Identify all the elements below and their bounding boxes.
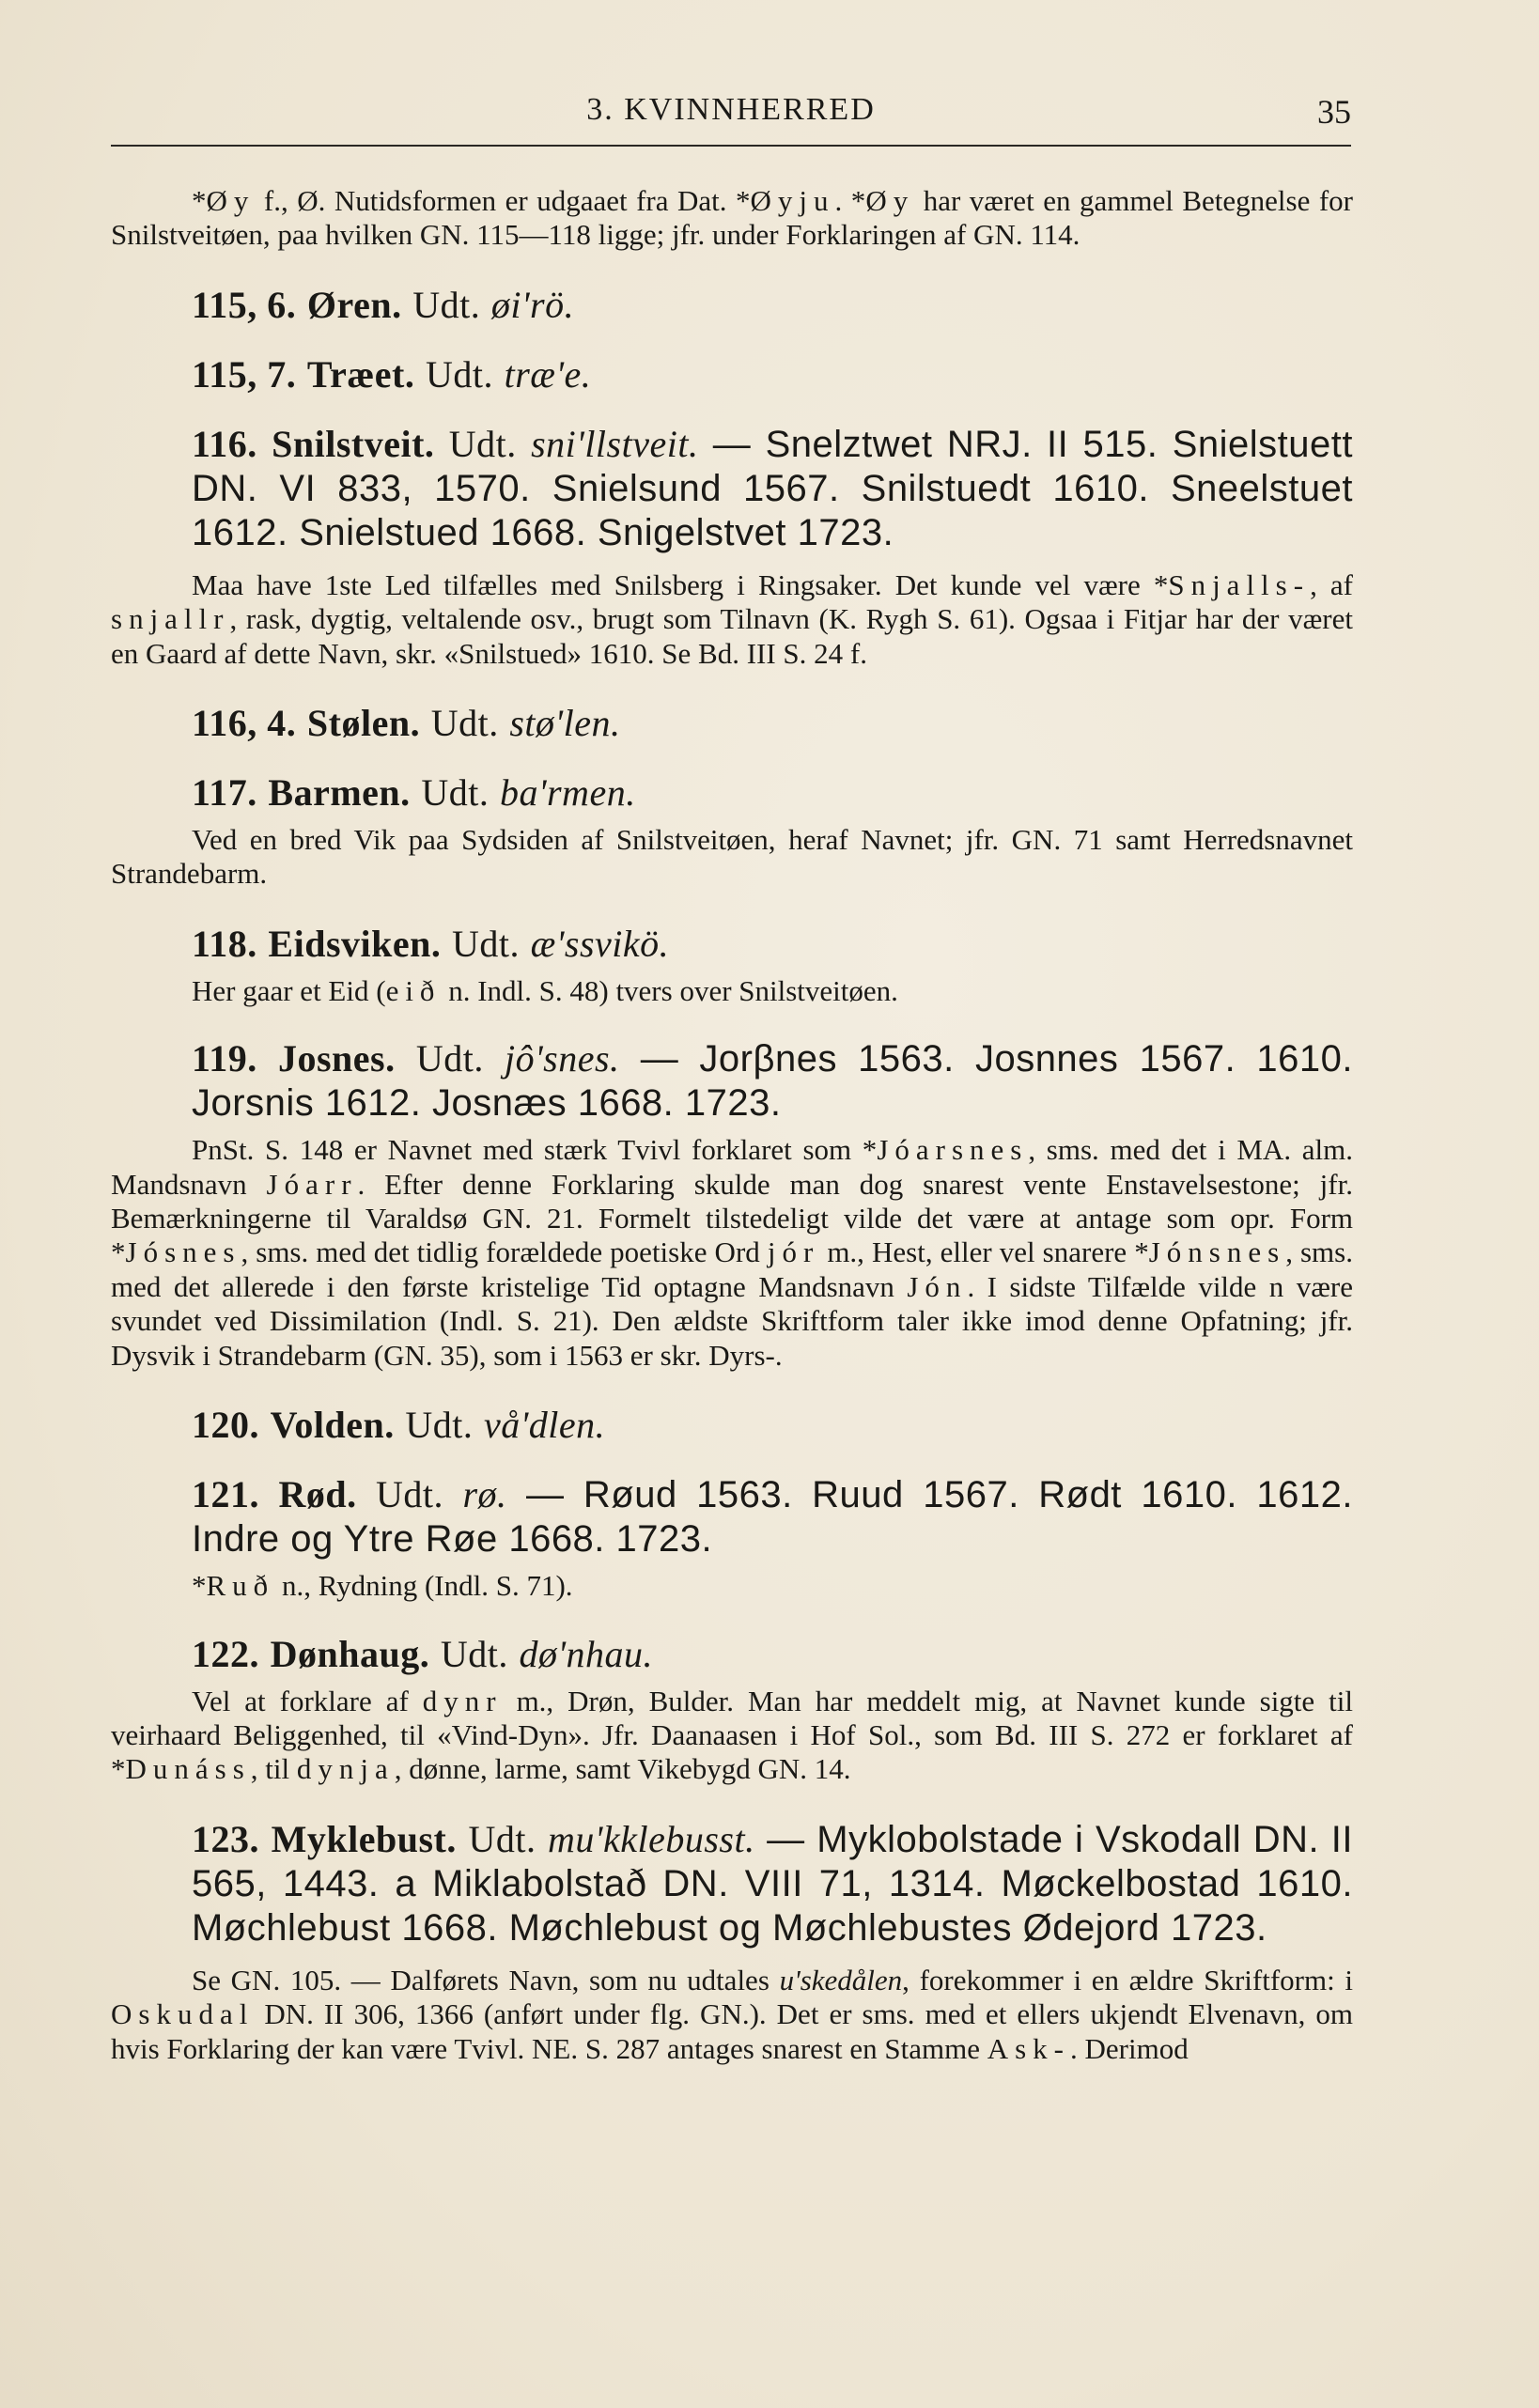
entry-name: Snilstveit. <box>272 422 435 465</box>
entry-118 <box>111 922 1353 967</box>
text-run: * <box>192 1569 207 1603</box>
entry-number: 118. <box>192 922 257 965</box>
spaced-term: eið <box>385 973 442 1007</box>
spaced-term: Øyju <box>750 184 835 217</box>
text-run: PnSt. S. 148 er Navnet med stærk Tvivl forklaret som * <box>192 1133 878 1167</box>
entry-number: 122. <box>192 1632 259 1675</box>
entry-115-6 <box>111 283 1353 328</box>
paragraph <box>111 1685 1353 1787</box>
entry-name: Træet. <box>306 352 415 396</box>
text-run: Ved en bred Vik paa Sydsiden af Snilstveitøen, heraf Navnet; jfr. GN. 71 samt Herredsnavnet Strandebarm. <box>111 823 1353 891</box>
pronunciation: øi'rö. <box>490 283 575 326</box>
paragraph <box>111 1133 1353 1373</box>
entry-number: 116. <box>192 422 257 465</box>
pronunciation: stø'len. <box>509 702 621 745</box>
text-run: , sms. med det i MA. alm. Mandsnavn <box>111 1133 1353 1201</box>
entry-117 <box>111 770 1353 816</box>
running-header <box>111 92 1351 139</box>
text-run: . Efter denne Forklaring skulde man dog snarest vente Enstavelsestone; jfr. Bemærkningerne til Varaldsø GN. 21. Formelt tilstedeligt vilde det være at antage som opr. Form * <box>111 1167 1353 1269</box>
paragraph <box>111 823 1353 892</box>
page-number: 35 <box>1317 93 1351 131</box>
page-body <box>111 184 1353 2066</box>
spaced-term: Jóarsnes <box>877 1133 1029 1167</box>
spaced-term: Jósnes <box>125 1235 241 1269</box>
text-run: Her gaar et Eid ( <box>192 973 386 1007</box>
historical-forms: — Snelztwet NRJ. II 515. Snielstuett DN. VI 833, 1570. Snielsund 1567. Snilstuedt 1610. Sneelstuet 1612. Snielstued 1668. Snigelstvet 1723. <box>192 423 1354 553</box>
udt-label: Udt. <box>452 922 521 965</box>
historical-forms: — Røud 1563. Ruud 1567. Rødt 1610. 1612. Indre og Ytre Røe 1668. 1723. <box>192 1474 1353 1561</box>
spaced-term: snjallr <box>111 602 230 636</box>
entry-name: Stølen. <box>306 702 421 745</box>
entry-115-7 <box>111 352 1353 397</box>
entry-name: Barmen. <box>268 771 411 815</box>
text-run: , sms. med det allerede i den første kristelige Tid optagne Mandsnavn <box>111 1235 1353 1303</box>
udt-label: Udt. <box>468 1817 536 1860</box>
text-run: , forekommer i en ældre Skriftform: i <box>902 1963 1353 1996</box>
entry-120 <box>111 1403 1353 1448</box>
entry-name: Eidsviken. <box>268 922 442 965</box>
paragraph <box>111 184 1353 253</box>
text-run: . I sidste Tilfælde vilde n være svundet ved Dissimilation (Indl. S. 21). Den ældste Skriftform taler ikke imod denne Opfatning; jfr. Dysvik i Strandebarm (GN. 35), som i 1563 er skr. Dyrs-. <box>111 1269 1353 1372</box>
paragraph <box>111 1569 1353 1603</box>
text-run: * <box>192 184 207 217</box>
header-rule <box>111 145 1351 147</box>
entry-116-4 <box>111 701 1353 746</box>
spaced-term: Øy <box>865 184 915 217</box>
spaced-term: Jónsnes <box>1148 1235 1286 1269</box>
spaced-term: jór <box>767 1235 820 1269</box>
udt-label: Udt. <box>405 1404 474 1447</box>
udt-label: Udt. <box>412 283 481 326</box>
spaced-term: Snjalls- <box>1168 567 1311 601</box>
udt-label: Udt. <box>440 1632 508 1675</box>
text-run: . * <box>834 184 866 217</box>
entry-name: Dønhaug. <box>270 1632 430 1675</box>
text-run: n. Indl. S. 48) tvers over Snilstveitøen. <box>441 973 898 1007</box>
udt-label: Udt. <box>415 1037 484 1080</box>
pronunciation: træ'e. <box>504 352 592 396</box>
text-run: Se GN. 105. — Dalførets Navn, som nu udtales <box>192 1963 780 1996</box>
text-run: . Derimod <box>1070 2031 1189 2065</box>
entry-name: Josnes. <box>277 1037 396 1080</box>
entry-number: 117. <box>192 771 257 815</box>
spaced-term: Jóarr <box>266 1167 358 1201</box>
udt-label: Udt. <box>425 352 493 396</box>
entry-name: Myklebust. <box>271 1817 457 1860</box>
text-run: Vel at forklare af <box>192 1684 423 1717</box>
chapter-title: 3. KVINNHERRED <box>586 92 876 127</box>
paragraph <box>111 1964 1353 2066</box>
text-run: , rask, dygtig, veltalende osv., brugt som Tilnavn (K. Rygh S. 61). Ogsaa i Fitjar har der været en Gaard af dette Navn, skr. «Snilstued» 1610. Se Bd. III S. 24 f. <box>111 602 1353 670</box>
text-run: Maa have 1ste Led tilfælles med Snilsberg i Ringsaker. Det kunde vel være * <box>192 567 1169 601</box>
pronunciation: vå'dlen. <box>483 1404 606 1447</box>
pronunciation: jô'snes. <box>505 1037 620 1080</box>
spaced-term: Øy <box>206 184 256 217</box>
pronunciation: dø'nhau. <box>519 1632 654 1675</box>
text-run: , dønne, larme, samt Vikebygd GN. 14. <box>394 1752 851 1786</box>
spaced-term: Ask- <box>987 2031 1070 2065</box>
text-run: m., Hest, eller vel snarere * <box>819 1235 1149 1269</box>
pronunciation: mu'kklebusst. <box>548 1817 755 1860</box>
text-run: , sms. med det tidlig forældede poetiske Ord <box>241 1235 768 1269</box>
text-run: m., Drøn, Bulder. Man har meddelt mig, at Navnet kunde sigte til veirhaard Beliggenhed, til «Vind-Dyn». Jfr. Daanaasen i Hof Sol., som Bd. III S. 272 er forklaret af * <box>111 1684 1353 1786</box>
entry-name: Volden. <box>270 1404 395 1447</box>
pronunciation: rø. <box>462 1473 507 1516</box>
spaced-term: dynja <box>296 1752 395 1786</box>
text-run: f., Ø. Nutidsformen er udgaaet fra Dat. * <box>255 184 751 217</box>
udt-label: Udt. <box>448 422 517 465</box>
historical-forms: — Jorβnes 1563. Josnnes 1567. 1610. Jorsnis 1612. Josnæs 1668. 1723. <box>192 1038 1353 1125</box>
paragraph <box>111 974 1353 1008</box>
entry-name: Rød. <box>278 1473 357 1516</box>
pronunciation: æ'ssvikö. <box>530 922 670 965</box>
text-run: n., Rydning (Indl. S. 71). <box>274 1569 573 1603</box>
spaced-term: dynr <box>422 1684 503 1717</box>
text-run: , af <box>1310 567 1353 601</box>
spaced-term: Dunáss <box>125 1752 251 1786</box>
spaced-term: Jón <box>907 1269 968 1303</box>
paragraph <box>111 568 1353 671</box>
entry-122 <box>111 1632 1353 1677</box>
pronunciation: ba'rmen. <box>499 771 636 815</box>
entry-116 <box>111 422 1353 555</box>
entry-number: 115, 6. <box>192 283 297 326</box>
spaced-term: Oskudal <box>111 1997 255 2031</box>
pronunciation: sni'llstveit. <box>531 422 699 465</box>
entry-name: Øren. <box>306 283 402 326</box>
udt-label: Udt. <box>376 1473 444 1516</box>
text-run: , til <box>250 1752 297 1786</box>
entry-123 <box>111 1817 1353 1950</box>
entry-number: 121. <box>192 1473 259 1516</box>
udt-label: Udt. <box>421 771 490 815</box>
historical-forms: — Myklobolstade i Vskodall DN. II 565, 1443. a Miklabolstað DN. VIII 71, 1314. Møckelbostad 1610. Møchlebust 1668. Møchlebust og Møchlebustes Ødejord 1723. <box>192 1818 1353 1949</box>
text-run: har været en gammel Betegnelse for Snilstveitøen, paa hvilken GN. 115—118 ligge; jfr. under Forklaringen af GN. 114. <box>111 184 1353 252</box>
entry-number: 119. <box>192 1037 257 1080</box>
entry-number: 115, 7. <box>192 352 297 396</box>
text-run: DN. II 306, 1366 (anført under flg. GN.). Det er sms. med et ellers ukjendt Elvenavn, om hvis Forklaring der kan være Tvivl. NE. S. 287 antages snarest en Stamme <box>111 1997 1353 2065</box>
udt-label: Udt. <box>430 702 499 745</box>
entry-121 <box>111 1472 1353 1561</box>
entry-number: 120. <box>192 1404 259 1447</box>
entry-119 <box>111 1036 1353 1126</box>
entry-number: 123. <box>192 1817 259 1860</box>
entry-number: 116, 4. <box>192 702 297 745</box>
italic-term: u'skedålen <box>779 1963 903 1996</box>
spaced-term: Ruð <box>206 1569 275 1603</box>
